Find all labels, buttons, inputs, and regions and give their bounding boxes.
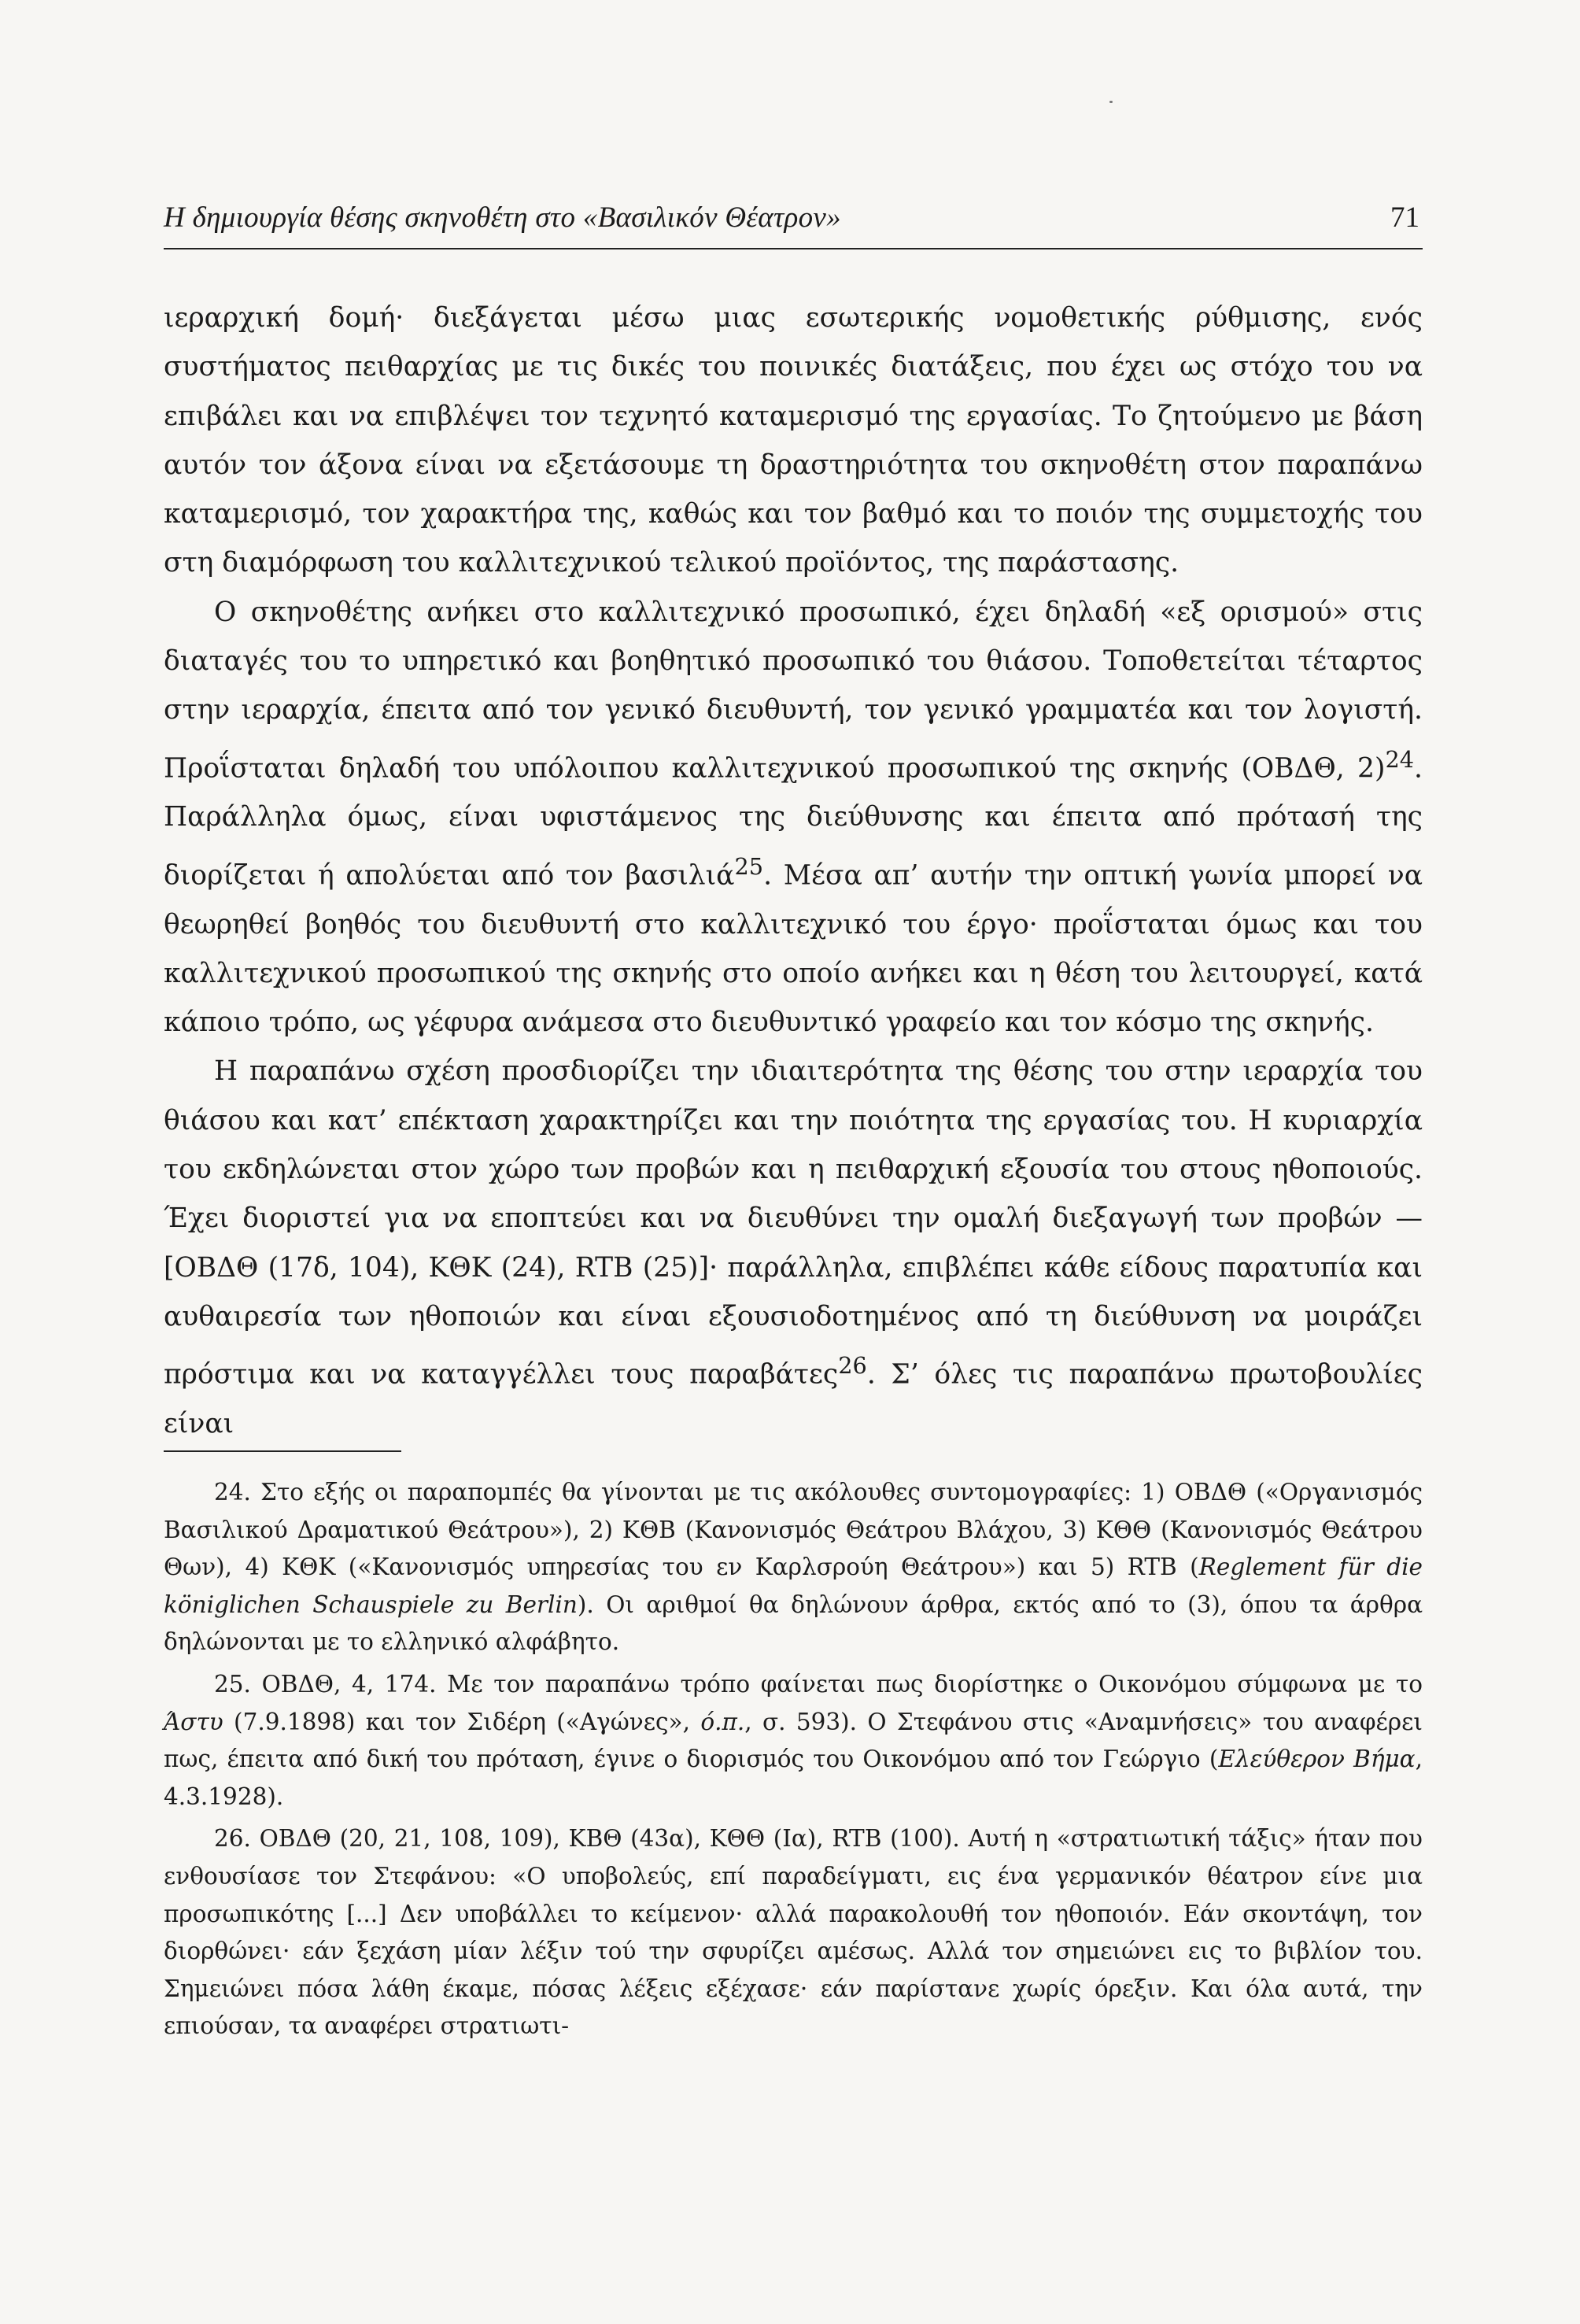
paragraph-3-text-a: Η παραπάνω σχέση προσδιορίζει την ιδιαιτερότητα της θέσης του στην ιεραρχία του θιάσου και κατ’ επέκταση χαρακτηρίζει και την ποιότητα της εργασίας του. Η κυριαρχία του εκδηλώνεται στον χώρο των προβών και η πειθαρχική εξουσία του στους ηθοποιούς. Έχει διοριστεί για να εποπτεύει και να διευθύνει την ομαλή διεξαγωγή των προβών — [ΟΒΔΘ (17δ, 104), ΚΘΚ (24), RTB (25)]· παράλληλα, επιβλέπει κάθε είδους παρατυπία και αυθαιρεσία των ηθοποιών και είναι εξουσιοδοτημένος από τη διεύθυνση να μοιράζει πρόστιμα και να καταγγέλλει τους παραβάτες — [164, 1055, 1423, 1391]
footnote-ref-24[interactable]: 24 — [1385, 745, 1415, 773]
paragraph-2-text-a: Ο σκηνοθέτης ανήκει στο καλλιτεχνικό προσωπικό, έχει δηλαδή «εξ ορισμού» στις διαταγές του το υπηρετικό και βοηθητικό προσωπικό του θιάσου. Τοποθετείται τέταρτος στην ιεραρχία, έπειτα από τον γενικό διευθυντή, τον γενικό γραμματέα και τον λογιστή. Προΐσταται δηλαδή του υπόλοιπου καλλιτεχνικού προσωπικού της σκηνής (ΟΒΔΘ, 2) — [164, 596, 1423, 785]
footnote-25-italic-1: Άστυ — [164, 1708, 223, 1735]
footnote-24 — [164, 1474, 1423, 1661]
footnote-ref-26[interactable]: 26 — [838, 1352, 867, 1380]
footnote-26-text: ΟΒΔΘ (20, 21, 108, 109), ΚΒΘ (43α), ΚΘΘ (Ια), RTB (100). Αυτή η «στρατιωτική τάξις» ήταν που ενθουσίασε τον Στεφάνου: «Ο υποβολεύς, επί παραδείγματι, εις ένα γερμανικόν θέατρον είνε μια προσωπικότης [...] Δεν υποβάλλει το κείμενον· αλλά παρακολουθή τον ηθοποιόν. Εάν σκοντάψη, τον διορθώνει· εάν ξεχάση μίαν λέξιν τού την σφυρίζει αμέσως. Αλλά τον σημειώνει εις το βιβλίον του. Σημειώνει πόσα λάθη έκαμε, πόσας λέξεις εξέχασε· εάν παρίστανε χωρίς όρεξιν. Και όλα αυτά, την επιούσαν, τα αναφέρει στρατιωτι- — [164, 1825, 1423, 2040]
footnote-25-text-a: ΟΒΔΘ, 4, 174. Με τον παραπάνω τρόπο φαίνεται πως διορίστηκε ο Οικονόμου σύμφωνα με το — [261, 1670, 1423, 1698]
footnote-25-text-d: , 4.3.1928). — [164, 1746, 1423, 1810]
footnote-25-italic-3: Ελεύθερον Βήμα — [1218, 1746, 1416, 1773]
footnote-ref-25[interactable]: 25 — [734, 852, 764, 880]
footnote-24-text-b: ). Οι αριθμοί θα δηλώνουν άρθρα, εκτός από το (3), όπου τα άρθρα δηλώνονται με το ελληνικό αλφάβητο. — [164, 1591, 1423, 1656]
paragraph-1: ιεραρχική δομή· διεξάγεται μέσω μιας εσωτερικής νομοθετικής ρύθμισης, ενός συστήματος πειθαρχίας με τις δικές του ποινικές διατάξεις, που έχει ως στόχο του να επιβάλει και να επιβλέψει τον τεχνητό καταμερισμό της εργασίας. Το ζητούμενο με βάση αυτόν τον άξονα είναι να εξετάσουμε τη δραστηριότητα του σκηνοθέτη στον παραπάνω καταμερισμό, τον χαρακτήρα της, καθώς και τον βαθμό και το ποιόν της συμμετοχής του στη διαμόρφωση του καλλιτεχνικού τελικού προϊόντος, της παράστασης. — [164, 302, 1423, 579]
footnote-24-text-a: Στο εξής οι παραπομπές θα γίνονται με τις ακόλουθες συντομογραφίες: 1) ΟΒΔΘ («Οργανισμός Βασιλικού Δραματικού Θεάτρου»), 2) ΚΘΒ (Κανονισμός Θεάτρου Βλάχου, 3) ΚΘΘ (Κανονισμός Θεάτρου Θων), 4) ΚΘΚ («Κανονισμός υπηρεσίας του εν Καρλσρούη Θεάτρου») και 5) RTB ( — [164, 1479, 1423, 1581]
footnotes — [164, 1474, 1423, 2050]
paragraph-3 — [164, 1047, 1423, 1448]
scan-speck — [1109, 101, 1113, 103]
footnote-25 — [164, 1666, 1423, 1816]
running-header — [164, 187, 1423, 235]
footnote-rule — [164, 1450, 401, 1452]
footnote-25-number: 25. — [214, 1670, 251, 1698]
page-number: 71 — [1390, 201, 1419, 234]
footnote-24-italic-title: Reglement für die königlichen Schauspiele zu Berlin — [164, 1554, 1423, 1618]
running-title: Η δημιουργία θέσης σκηνοθέτη στο «Βασιλικόν Θέατρον» — [164, 201, 841, 234]
paragraph-2 — [164, 588, 1423, 1047]
header-rule — [164, 248, 1423, 249]
footnote-25-text-b: (7.9.1898) και τον Σιδέρη («Αγώνες», — [223, 1708, 701, 1735]
footnote-25-text-c: , σ. 593). Ο Στεφάνου στις «Αναμνήσεις» του αναφέρει πως, έπειτα από δική του πρόταση, έγινε ο διορισμός του Οικονόμου από τον Γεώργιο ( — [164, 1708, 1423, 1773]
footnote-25-italic-2: ό.π. — [700, 1708, 745, 1735]
paragraph-3-text-b: . Σ’ όλες τις παραπάνω πρωτοβουλίες είναι — [164, 1358, 1423, 1440]
main-text — [164, 294, 1423, 1448]
footnote-26-number: 26. — [214, 1825, 251, 1853]
paragraph-2-text-c: . Μέσα απ’ αυτήν την οπτική γωνία μπορεί να θεωρηθεί βοηθός του διευθυντή στο καλλιτεχνικό του έργο· προΐσταται όμως και του καλλιτεχνικού προσωπικού της σκηνής στο οποίο ανήκει και η θέση του λειτουργεί, κατά κάποιο τρόπο, ως γέφυρα ανάμεσα στο διευθυντικό γραφείο και τον κόσμο της σκηνής. — [164, 859, 1423, 1039]
footnote-26 — [164, 1820, 1423, 2045]
footnote-24-number: 24. — [214, 1479, 251, 1506]
paragraph-2-text-b: . Παράλληλα όμως, είναι υφιστάμενος της διεύθυνσης και έπειτα από πρότασή της διορίζεται ή απολύεται από τον βασιλιά — [164, 752, 1423, 892]
